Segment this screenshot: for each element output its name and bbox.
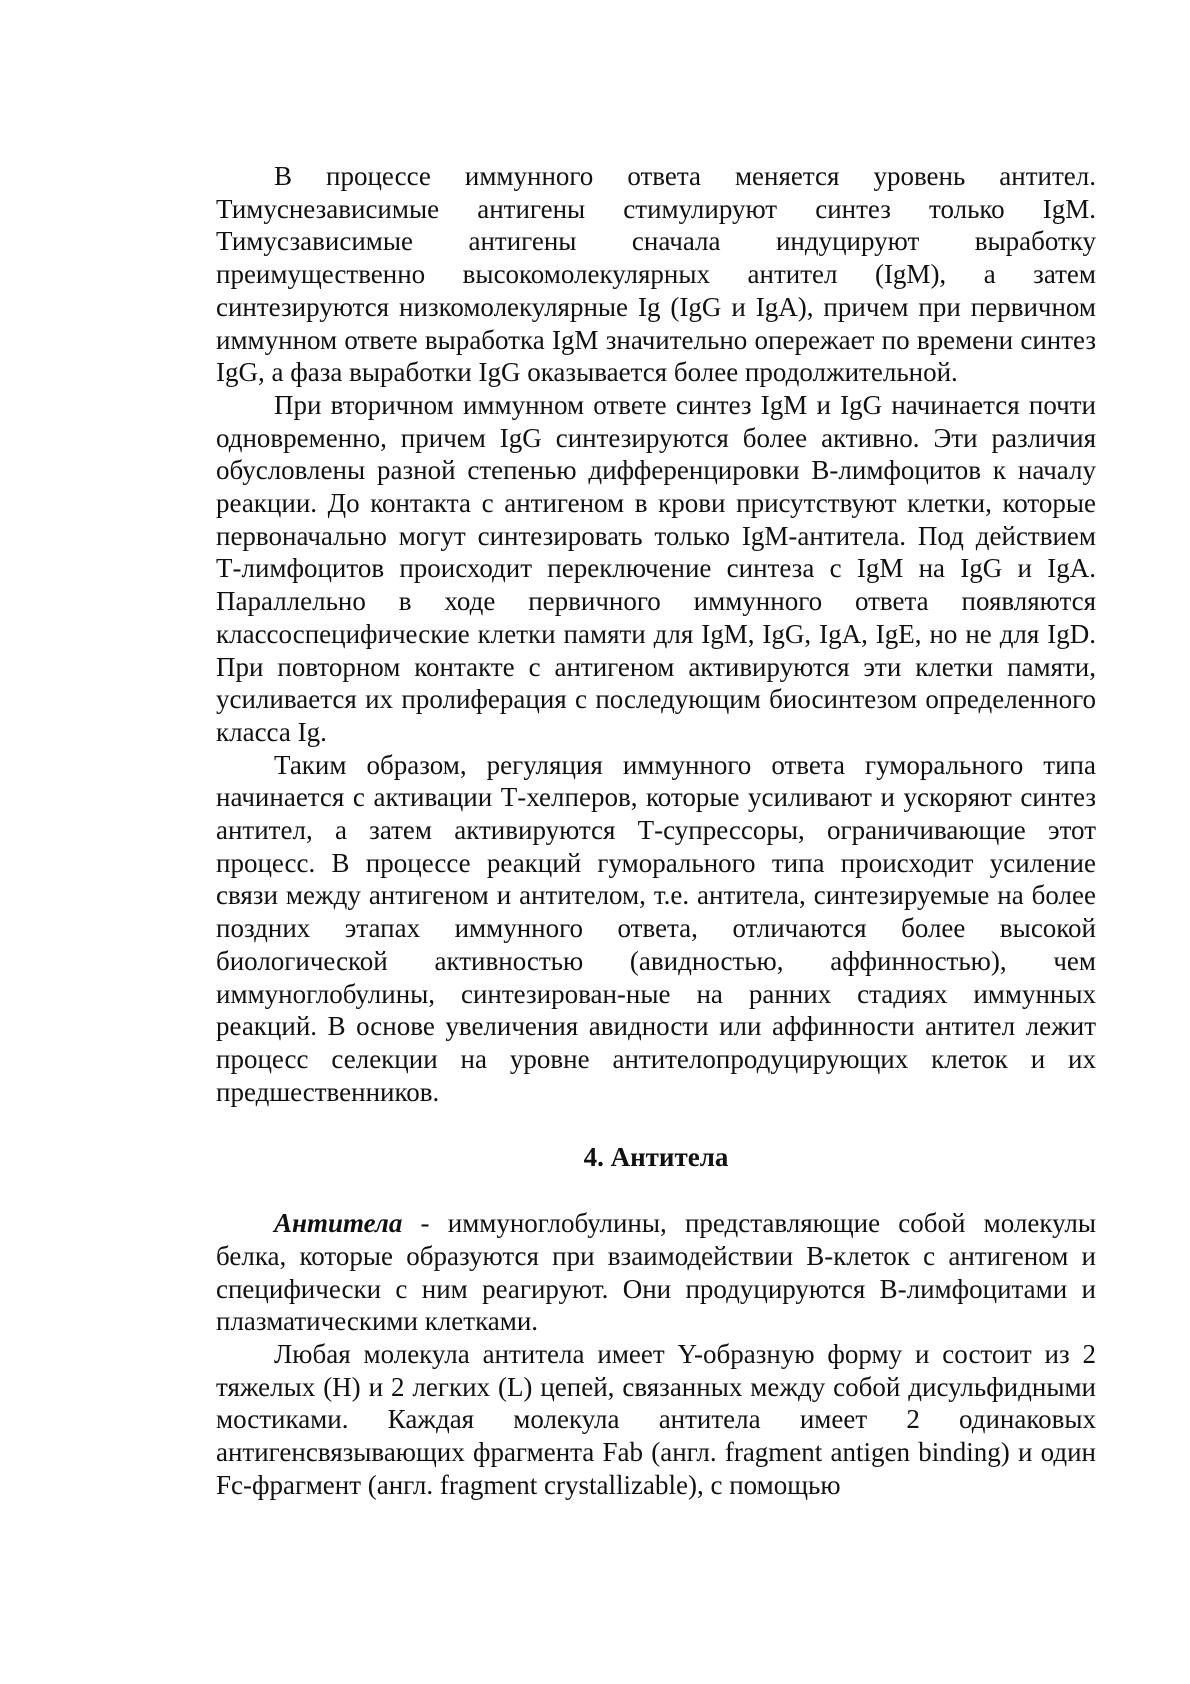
paragraph-antibody-definition bbox=[216, 1207, 1096, 1338]
document-page bbox=[216, 160, 1096, 1501]
definition-text: - иммуноглобулины, представляющие собой молекулы белка, которые образуются при взаимодействии В-клеток с антигеном и специфически с ним реагируют. Они продуцируются В-лимфоцитами и плазматическими клетками. bbox=[216, 1208, 1096, 1337]
paragraph-secondary-response: При вторичном иммунном ответе синтез IgM и IgG начинается почти одновременно, причем IgG синтезируются более активно. Эти различия обусловлены разной степенью дифференцировки В-лимфоцитов к началу реакции. До контакта с антигеном в крови присутствуют клетки, которые первоначально могут синтезировать только IgM-антитела. Под действием Т-лимфоцитов происходит переключение синтеза с IgM на IgG и IgA. Параллельно в ходе первичного иммунного ответа появляются классоспецифические клетки памяти для IgM, IgG, IgA, IgE, но не для IgD. При повторном контакте с антигеном активируются эти клетки памяти, усиливается их пролиферация с последующим биосинтезом определенного класса Ig. bbox=[216, 389, 1096, 747]
paragraph-antibody-structure: Любая молекула антитела имеет Y-образную форму и состоит из 2 тяжелых (H) и 2 легких (L) цепей, связанных между собой дисульфидными мостиками. Каждая молекула антитела имеет 2 одинаковых антигенсвязывающих фрагмента Fab (англ. fragment antigen binding) и один Fc-фрагмент (англ. fragment crystallizable), с помощью bbox=[216, 1338, 1096, 1500]
paragraph-humoral-regulation: Таким образом, регуляция иммунного ответа гуморального типа начинается с активации Т-хелперов, которые усиливают и ускоряют синтез антител, а затем активируются Т-супрессоры, ограничивающие этот процесс. В процессе реакций гуморального типа происходит усиление связи между антигеном и антителом, т.е. антитела, синтезируемые на более поздних этапах иммунного ответа, отличаются более высокой биологической активностью (авидностью, аффинностью), чем иммуноглобулины, синтезирован-ные на ранних стадиях иммунных реакций. В основе увеличения авидности или аффинности антител лежит процесс селекции на уровне антителопродуцирующих клеток и их предшественников. bbox=[216, 749, 1096, 1107]
definition-term: Антитела bbox=[274, 1208, 403, 1239]
section-heading: 4. Антитела bbox=[583, 1142, 729, 1173]
paragraph-antibody-level: В процессе иммунного ответа меняется уровень антител. Тимуснезависимые антигены стимулируют синтез только IgM. Тимусзависимые антигены сначала индуцируют выработку преимущественно высокомолекулярных антител (IgM), а затем синтезируются низкомолекулярные Ig (IgG и IgA), причем при первичном иммунном ответе выработка IgM значительно опережает по времени синтез IgG, а фаза выработки IgG оказывается более продолжительной. bbox=[216, 161, 1096, 388]
